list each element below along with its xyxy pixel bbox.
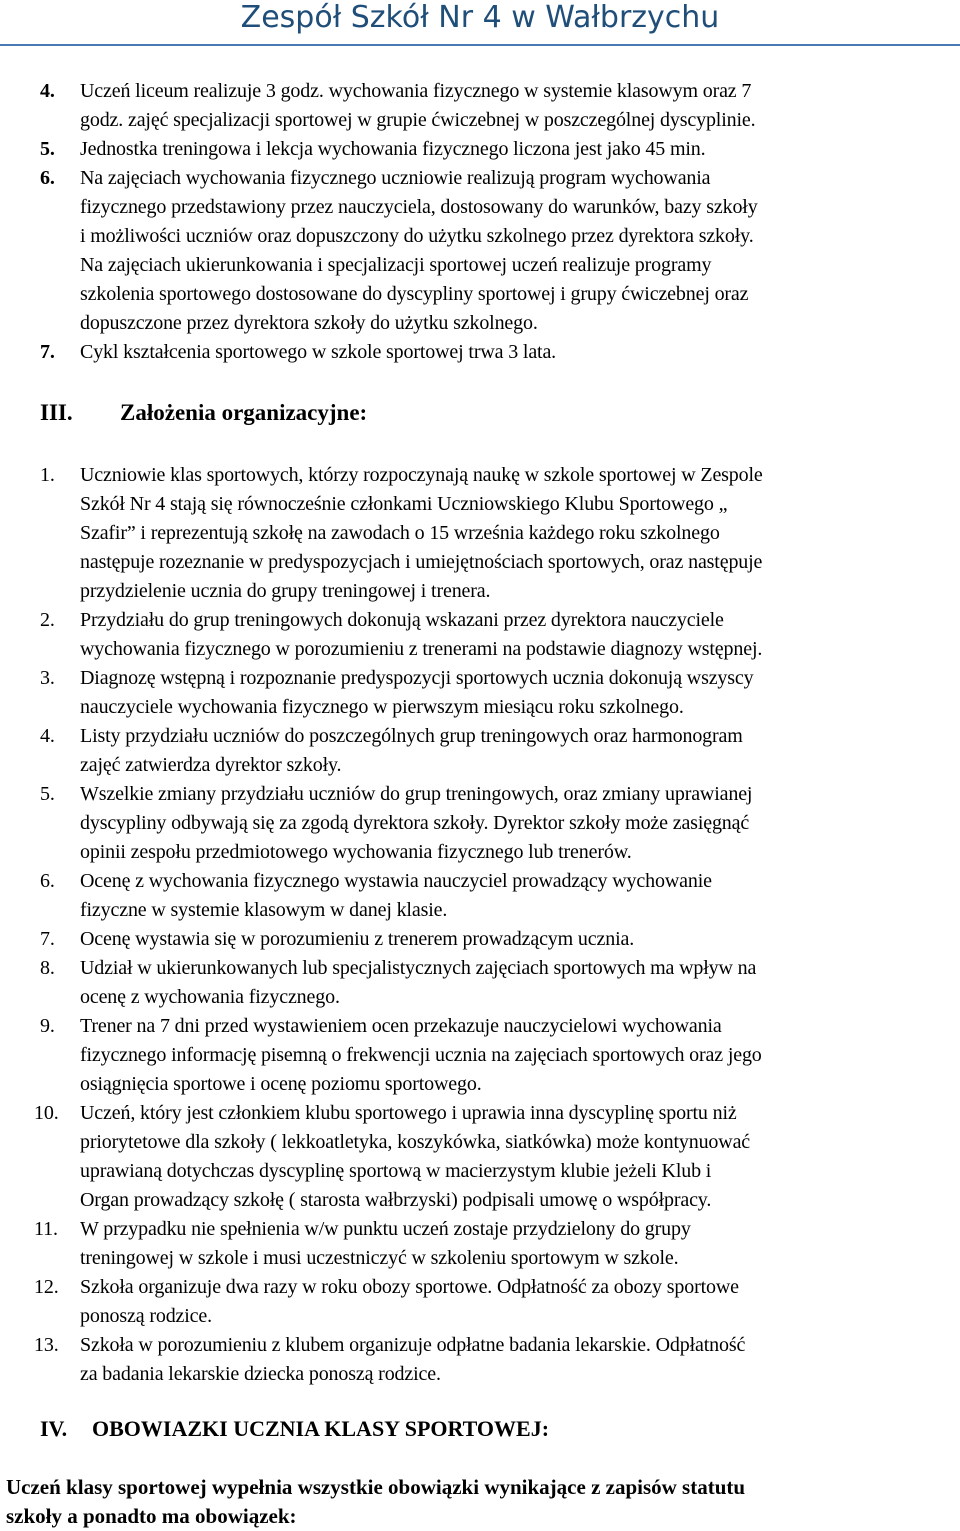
list-item-line: Cykl kształcenia sportowego w szkole sportowej trwa 3 lata. (80, 341, 557, 363)
list-item-line: Diagnozę wstępną i rozpoznanie predyspozycji sportowych ucznia dokonują wszyscy (80, 667, 754, 689)
list-item-line: Ocenę z wychowania fizycznego wystawia nauczyciel prowadzący wychowanie (80, 870, 712, 892)
section-iii-roman: III. (40, 400, 73, 425)
list-item (0, 164, 960, 338)
list-item (0, 1273, 960, 1331)
section-ii-list (0, 77, 960, 367)
list-item (0, 954, 960, 1012)
section-iii-title: Założenia organizacyjne: (120, 400, 368, 425)
list-item-number: 7. (40, 341, 55, 363)
list-item-line: zajęć zatwierdza dyrektor szkoły. (80, 754, 342, 776)
list-item-number: 10. (34, 1102, 59, 1124)
list-item (0, 722, 960, 780)
list-item (0, 925, 960, 954)
list-item-number: 6. (40, 870, 55, 892)
section-iv-roman: IV. (40, 1416, 68, 1441)
list-item-line: Uczeń liceum realizuje 3 godz. wychowania fizycznego w systemie klasowym oraz 7 (80, 80, 752, 102)
list-item (0, 77, 960, 135)
final-paragraph (6, 1473, 745, 1531)
list-item-line: Szkół Nr 4 stają się równocześnie członkami Uczniowskiego Klubu Sportowego „ (80, 493, 728, 515)
list-item-line: opinii zespołu przedmiotowego wychowania fizycznego lub trenerów. (80, 841, 632, 863)
final-paragraph-line: Uczeń klasy sportowej wypełnia wszystkie obowiązki wynikające z zapisów statutu (6, 1475, 746, 1499)
list-item (0, 606, 960, 664)
list-item-line: Organ prowadzący szkołę ( starosta wałbrzyski) podpisali umowę o współpracy. (80, 1189, 712, 1211)
list-item-line: godz. zajęć specjalizacji sportowej w grupie ćwiczebnej w poszczególnej dyscyplinie. (80, 109, 756, 131)
final-paragraph-line: szkoły a ponadto ma obowiązek: (6, 1504, 297, 1528)
list-item-number: 4. (40, 725, 55, 747)
list-item-number: 5. (40, 783, 55, 805)
list-item-line: Listy przydziału uczniów do poszczególnych grup treningowych oraz harmonogram (80, 725, 743, 747)
list-item-line: za badania lekarskie dziecka ponoszą rodzice. (80, 1363, 441, 1385)
list-item (0, 135, 960, 164)
list-item-line: Udział w ukierunkowanych lub specjalistycznych zajęciach sportowych ma wpływ na (80, 957, 757, 979)
list-item (0, 780, 960, 867)
list-item-number: 9. (40, 1015, 55, 1037)
list-item (0, 1331, 960, 1389)
list-item-line: dopuszczone przez dyrektora szkoły do użytku szkolnego. (80, 312, 538, 334)
list-item-line: fizycznego przedstawiony przez nauczyciela, dostosowany do warunków, bazy szkoły (80, 196, 758, 218)
list-item-line: Na zajęciach ukierunkowania i specjalizacji sportowej uczeń realizuje programy (80, 254, 712, 276)
list-item-line: Uczeń, który jest członkiem klubu sportowego i uprawia inna dyscyplinę sportu niż (80, 1102, 737, 1124)
list-item-line: szkolenia sportowego dostosowane do dyscypliny sportowej i grupy ćwiczebnej oraz (80, 283, 749, 305)
list-item-line: Trener na 7 dni przed wystawieniem ocen przekazuje nauczycielowi wychowania (80, 1015, 722, 1037)
list-item (0, 461, 960, 606)
section-iii-list (0, 461, 960, 1389)
list-item-number: 2. (40, 609, 55, 631)
list-item-line: nauczyciele wychowania fizycznego w pierwszym miesiącu roku szkolnego. (80, 696, 684, 718)
list-item-line: Szkoła w porozumieniu z klubem organizuje odpłatne badania lekarskie. Odpłatność (80, 1334, 746, 1356)
list-item-line: Wszelkie zmiany przydziału uczniów do grup treningowych, oraz zmiany uprawianej (80, 783, 753, 805)
list-item-line: ponoszą rodzice. (80, 1305, 212, 1327)
header-divider (0, 44, 960, 46)
list-item (0, 1012, 960, 1099)
list-item-line: W przypadku nie spełnienia w/w punktu uczeń zostaje przydzielony do grupy (80, 1218, 691, 1240)
list-item-line: Przydziału do grup treningowych dokonują wskazani przez dyrektora nauczyciele (80, 609, 724, 631)
list-item-line: Uczniowie klas sportowych, którzy rozpoczynają naukę w szkole sportowej w Zespole (80, 464, 763, 486)
list-item-number: 7. (40, 928, 55, 950)
list-item (0, 1215, 960, 1273)
list-item-line: fizycznego informację pisemną o frekwencji ucznia na zajęciach sportowych oraz jego (80, 1044, 762, 1066)
list-item-line: Szkoła organizuje dwa razy w roku obozy sportowe. Odpłatność za obozy sportowe (80, 1276, 739, 1298)
list-item-line: ocenę z wychowania fizycznego. (80, 986, 340, 1008)
list-item-line: uprawianą dotychczas dyscyplinę sportową w macierzystym klubie jeżeli Klub i (80, 1160, 712, 1182)
list-item-line: wychowania fizycznego w porozumieniu z trenerami na podstawie diagnozy wstępnej. (80, 638, 763, 660)
list-item-number: 4. (40, 80, 55, 102)
list-item-number: 8. (40, 957, 55, 979)
page-header-title: Zespół Szkół Nr 4 w Wałbrzychu (240, 0, 720, 35)
list-item-number: 13. (34, 1334, 59, 1356)
list-item-number: 12. (34, 1276, 59, 1298)
list-item-line: następuje rozeznanie w predyspozycjach i umiejętnościach sportowych, oraz następuje (80, 551, 763, 573)
list-item-line: i możliwości uczniów oraz dopuszczony do użytku szkolnego przez dyrektora szkoły. (80, 225, 754, 247)
list-item (0, 867, 960, 925)
list-item (0, 664, 960, 722)
list-item-line: Szafir” i reprezentują szkołę na zawodach o 15 września każdego roku szkolnego (80, 522, 720, 544)
list-item (0, 1099, 960, 1215)
list-item-line: fizyczne w systemie klasowym w danej klasie. (80, 899, 448, 921)
list-item-number: 3. (40, 667, 55, 689)
list-item-number: 6. (40, 167, 55, 189)
list-item-line: priorytetowe dla szkoły ( lekkoatletyka, koszykówka, siatkówka) może kontynuować (80, 1131, 751, 1153)
list-item (0, 338, 960, 367)
list-item-line: osiągnięcia sportowe i ocenę poziomu sportowego. (80, 1073, 482, 1095)
list-item-line: Jednostka treningowa i lekcja wychowania fizycznego liczona jest jako 45 min. (80, 138, 706, 160)
list-item-number: 11. (34, 1218, 58, 1240)
list-item-line: dyscypliny odbywają się za zgodą dyrektora szkoły. Dyrektor szkoły może zasięgnąć (80, 812, 750, 834)
list-item-number: 1. (40, 464, 55, 486)
section-iv-title: OBOWIAZKI UCZNIA KLASY SPORTOWEJ: (92, 1416, 550, 1441)
list-item-line: treningowej w szkole i musi uczestniczyć w szkoleniu sportowym w szkole. (80, 1247, 679, 1269)
list-item-line: Ocenę wystawia się w porozumieniu z trenerem prowadzącym ucznia. (80, 928, 635, 950)
list-item-line: przydzielenie ucznia do grupy treningowej i trenera. (80, 580, 491, 602)
list-item-number: 5. (40, 138, 55, 160)
list-item-line: Na zajęciach wychowania fizycznego uczniowie realizują program wychowania (80, 167, 711, 189)
